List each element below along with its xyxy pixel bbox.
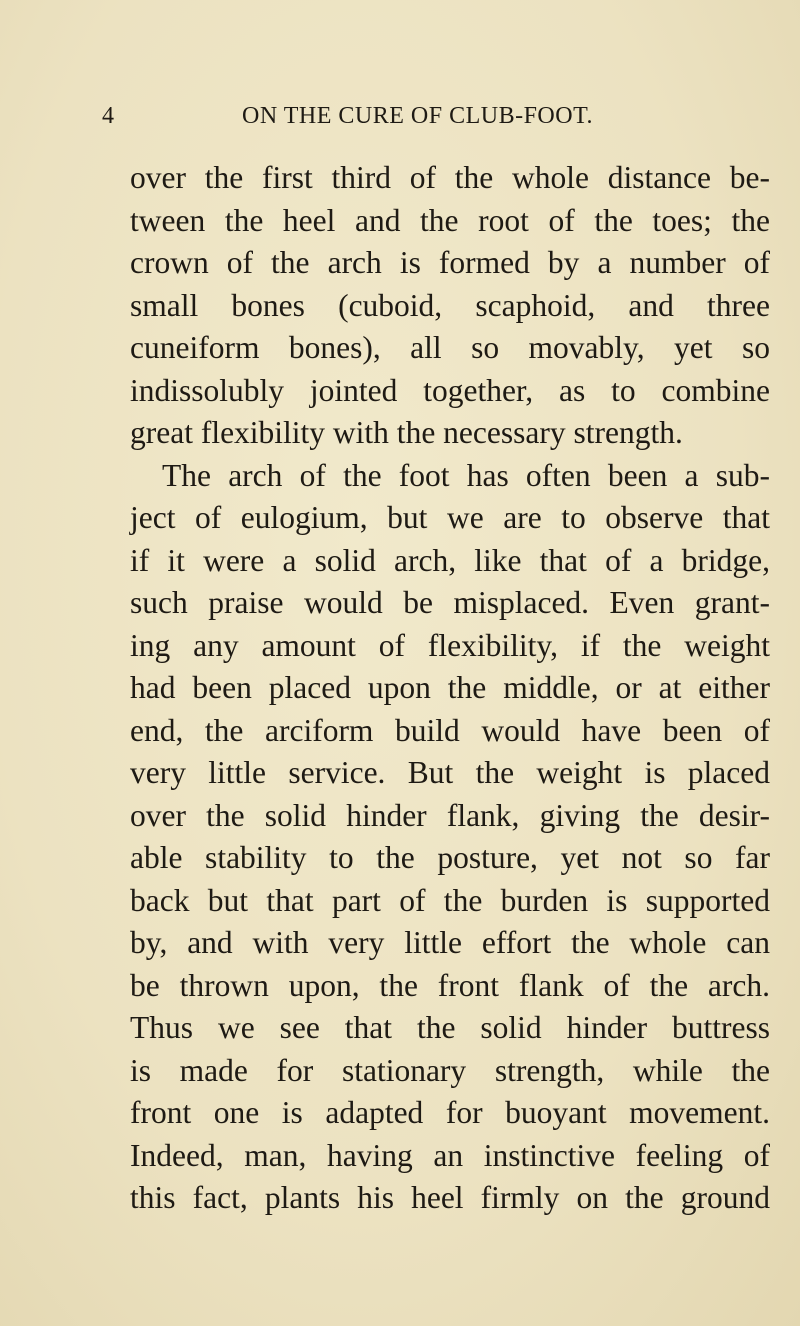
page-number: 4 <box>102 103 114 129</box>
text-line: able stability to the posture, yet not so far <box>130 840 770 875</box>
page-header <box>0 103 800 137</box>
text-line: Thus we see that the solid hinder buttress <box>130 1010 770 1045</box>
text-line: over the solid hinder flank, giving the desir- <box>130 797 770 833</box>
text-line: great flexibility with the necessary strength. <box>130 415 683 450</box>
text-line: this fact, plants his heel firmly on the ground <box>130 1180 770 1215</box>
text-line: ing any amount of flexibility, if the weight <box>130 627 770 663</box>
text-line: is made for stationary strength, while the <box>130 1052 770 1088</box>
text-line: had been placed upon the middle, or at either <box>130 670 770 705</box>
text-line: indissolubly jointed together, as to combine <box>130 372 770 408</box>
body-text <box>130 157 770 1220</box>
text-line: front one is adapted for buoyant movement. <box>130 1095 770 1130</box>
text-line: cuneiform bones), all so movably, yet so <box>130 330 770 365</box>
text-line: Indeed, man, having an instinctive feeling of <box>130 1137 770 1173</box>
text-line: The arch of the foot has often been a sub- <box>162 457 770 493</box>
text-line: crown of the arch is formed by a number of <box>130 245 770 280</box>
text-line: end, the arciform build would have been of <box>130 712 770 748</box>
text-line: over the first third of the whole distance be- <box>130 160 770 195</box>
text-line: ject of eulogium, but we are to observe that <box>130 500 770 535</box>
text-line: by, and with very little effort the whole can <box>130 925 770 960</box>
text-line: back but that part of the burden is supported <box>130 882 770 918</box>
text-line: such praise would be misplaced. Even grant- <box>130 585 770 620</box>
text-line: very little service. But the weight is placed <box>130 755 770 790</box>
running-head: ON THE CURE OF CLUB-FOOT. <box>242 103 593 129</box>
text-line: tween the heel and the root of the toes; the <box>130 202 770 238</box>
text-line: if it were a solid arch, like that of a bridge, <box>130 542 770 578</box>
text-line: small bones (cuboid, scaphoid, and three <box>130 287 770 323</box>
text-line: be thrown upon, the front flank of the arch. <box>130 967 770 1003</box>
